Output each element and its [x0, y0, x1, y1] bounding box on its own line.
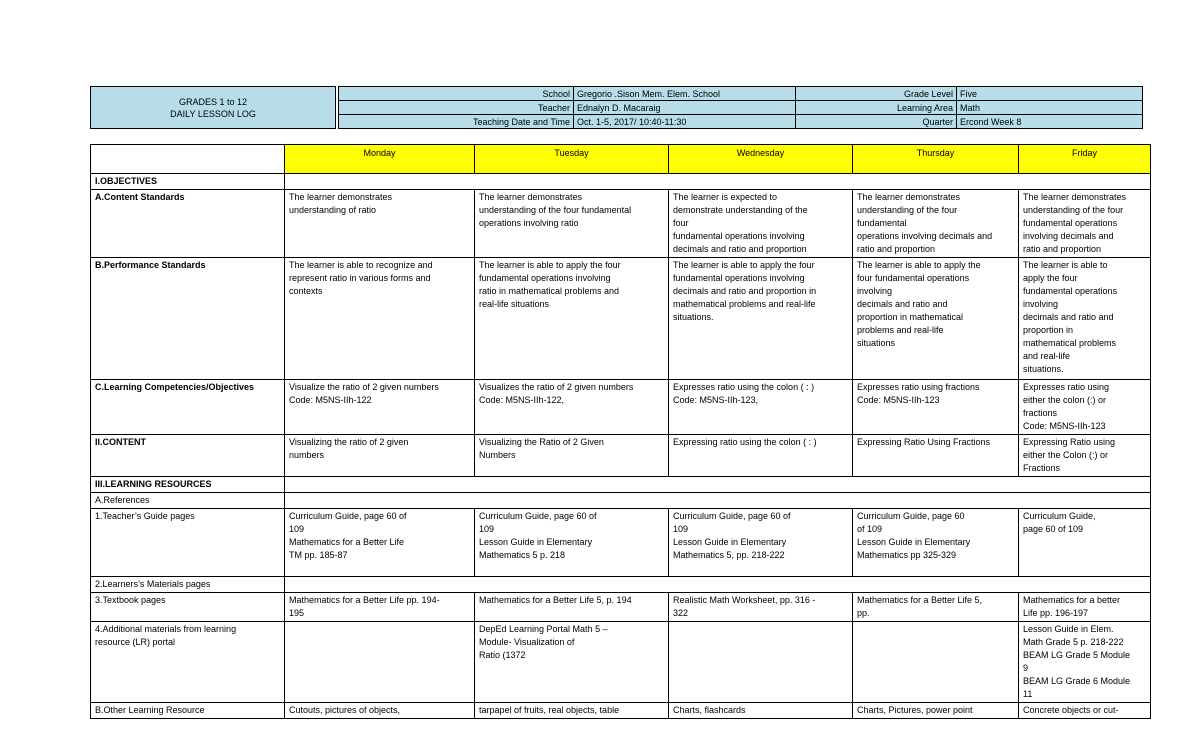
- other-resource-cell-tuesday: tarpapel of fruits, real objects, table: [475, 703, 669, 719]
- other-resource-cell-monday: Cutouts, pictures of objects,: [285, 703, 475, 719]
- learning-resources-label: III.LEARNING RESOURCES: [91, 477, 285, 493]
- competencies-cell-monday: Visualize the ratio of 2 given numbers Code: M5NS-IIh-122: [285, 380, 475, 435]
- day-friday: Friday: [1019, 145, 1151, 174]
- content-cell-thursday: Expressing Ratio Using Fractions: [853, 435, 1019, 477]
- dll-title-box: [90, 86, 336, 129]
- textbook-cell-friday: Mathematics for a better Life pp. 196-197: [1019, 593, 1151, 622]
- textbook-cell-thursday: Mathematics for a Better Life 5, pp.: [853, 593, 1019, 622]
- info-table: [338, 86, 1143, 129]
- competencies-cell-wednesday: Expresses ratio using the colon ( : ) Code: M5NS-IIh-123,: [669, 380, 853, 435]
- additional-label: 4.Additional materials from learning resource (LR) portal: [91, 622, 285, 703]
- textbook-row: [91, 593, 1151, 622]
- learning-resources-span: [285, 477, 1151, 493]
- school-value: Gregorio .Sison Mem. Elem. School: [574, 87, 796, 101]
- quarter-value: Ercond Week 8: [957, 115, 1143, 129]
- day-monday: Monday: [285, 145, 475, 174]
- teachers-guide-cell-monday: Curriculum Guide, page 60 of 109 Mathematics for a Better Life TM pp. 185-87: [285, 509, 475, 577]
- teachers-guide-cell-thursday: Curriculum Guide, page 60 of 109 Lesson Guide in Elementary Mathematics pp 325-329: [853, 509, 1019, 577]
- school-label: School: [339, 87, 574, 101]
- references-label: A.References: [91, 493, 285, 509]
- grade-label: Grade Level: [796, 87, 957, 101]
- other-resource-cell-wednesday: Charts, flashcards: [669, 703, 853, 719]
- content-standards-cell-thursday: The learner demonstrates understanding of the four fundamental operations involving decimals and ratio and proportion: [853, 190, 1019, 258]
- teacher-value: Ednalyn D. Macaraig: [574, 101, 796, 115]
- dll-title-line1: GRADES 1 to 12: [178, 96, 248, 107]
- content-standards-row: [91, 190, 1151, 258]
- competencies-row: [91, 380, 1151, 435]
- other-resource-label: B.Other Learning Resource: [91, 703, 285, 719]
- days-row: [91, 145, 1151, 174]
- textbook-cell-tuesday: Mathematics for a Better Life 5, p. 194: [475, 593, 669, 622]
- other-resource-cell-thursday: Charts, Pictures, power point: [853, 703, 1019, 719]
- competencies-label: C.Learning Competencies/Objectives: [91, 380, 285, 435]
- other-resource-cell-friday: Concrete objects or cut-: [1019, 703, 1151, 719]
- learners-materials-span: [285, 577, 1151, 593]
- performance-standards-row: [91, 258, 1151, 380]
- additional-cell-friday: Lesson Guide in Elem. Math Grade 5 p. 218-222 BEAM LG Grade 5 Module 9 BEAM LG Grade 6 Module 11: [1019, 622, 1151, 703]
- lesson-log-table: [90, 144, 1151, 719]
- performance-standards-cell-monday: The learner is able to recognize and represent ratio in various forms and contexts: [285, 258, 475, 380]
- content-label: II.CONTENT: [91, 435, 285, 477]
- date-label: Teaching Date and Time: [339, 115, 574, 129]
- additional-cell-thursday: [853, 622, 1019, 703]
- teachers-guide-cell-wednesday: Curriculum Guide, page 60 of 109 Lesson Guide in Elementary Mathematics 5, pp. 218-222: [669, 509, 853, 577]
- references-span: [285, 493, 1151, 509]
- area-label: Learning Area: [796, 101, 957, 115]
- objectives-span: [285, 174, 1151, 190]
- objectives-label: I.OBJECTIVES: [91, 174, 285, 190]
- teachers-guide-cell-tuesday: Curriculum Guide, page 60 of 109 Lesson Guide in Elementary Mathematics 5 p. 218: [475, 509, 669, 577]
- content-standards-cell-tuesday: The learner demonstrates understanding of the four fundamental operations involving ratio: [475, 190, 669, 258]
- competencies-cell-thursday: Expresses ratio using fractions Code: M5NS-IIh-123: [853, 380, 1019, 435]
- content-standards-label: A.Content Standards: [91, 190, 285, 258]
- content-standards-cell-monday: The learner demonstrates understanding of ratio: [285, 190, 475, 258]
- content-row: [91, 435, 1151, 477]
- day-tuesday: Tuesday: [475, 145, 669, 174]
- performance-standards-cell-thursday: The learner is able to apply the four fundamental operations involving decimals and ratio and proportion in mathematical problems and real-life situations: [853, 258, 1019, 380]
- teachers-guide-label: 1.Teacher’s Guide pages: [91, 509, 285, 577]
- textbook-label: 3.Textbook pages: [91, 593, 285, 622]
- day-thursday: Thursday: [853, 145, 1019, 174]
- performance-standards-cell-tuesday: The learner is able to apply the four fundamental operations involving ratio in mathematical problems and real-life situations: [475, 258, 669, 380]
- references-row: [91, 493, 1151, 509]
- objectives-row: [91, 174, 1151, 190]
- date-value: Oct. 1-5, 2017/ 10:40-11:30: [574, 115, 796, 129]
- quarter-label: Quarter: [796, 115, 957, 129]
- performance-standards-cell-friday: The learner is able to apply the four fundamental operations involving decimals and ratio and proportion in mathematical problems and real-life situations.: [1019, 258, 1151, 380]
- content-cell-friday: Expressing Ratio using either the Colon (:) or Fractions: [1019, 435, 1151, 477]
- additional-cell-tuesday: DepEd Learning Portal Math 5 – Module- Visualization of Ratio (1372: [475, 622, 669, 703]
- additional-row: [91, 622, 1151, 703]
- grade-value: Five: [957, 87, 1143, 101]
- learners-materials-row: [91, 577, 1151, 593]
- textbook-cell-wednesday: Realistic Math Worksheet, pp. 316 - 322: [669, 593, 853, 622]
- competencies-cell-friday: Expresses ratio using either the colon (:) or fractions Code: M5NS-IIh-123: [1019, 380, 1151, 435]
- learning-resources-row: [91, 477, 1151, 493]
- textbook-cell-monday: Mathematics for a Better Life pp. 194- 195: [285, 593, 475, 622]
- performance-standards-cell-wednesday: The learner is able to apply the four fundamental operations involving decimals and ratio and proportion in mathematical problems and real-life situations.: [669, 258, 853, 380]
- area-value: Math: [957, 101, 1143, 115]
- content-cell-monday: Visualizing the ratio of 2 given numbers: [285, 435, 475, 477]
- content-cell-wednesday: Expressing ratio using the colon ( : ): [669, 435, 853, 477]
- dll-title-line2: DAILY LESSON LOG: [170, 108, 256, 119]
- content-standards-cell-wednesday: The learner is expected to demonstrate understanding of the four fundamental operations involving decimals and ratio and proportion: [669, 190, 853, 258]
- day-wednesday: Wednesday: [669, 145, 853, 174]
- teacher-label: Teacher: [339, 101, 574, 115]
- additional-cell-wednesday: [669, 622, 853, 703]
- additional-cell-monday: [285, 622, 475, 703]
- corner-cell: [91, 145, 285, 174]
- performance-standards-label: B.Performance Standards: [91, 258, 285, 380]
- competencies-cell-tuesday: Visualizes the ratio of 2 given numbers Code: M5NS-IIh-122,: [475, 380, 669, 435]
- content-standards-cell-friday: The learner demonstrates understanding of the four fundamental operations involving decimals and ratio and proportion: [1019, 190, 1151, 258]
- teachers-guide-cell-friday: Curriculum Guide, page 60 of 109: [1019, 509, 1151, 577]
- other-resource-row: [91, 703, 1151, 719]
- teachers-guide-row: [91, 509, 1151, 577]
- content-cell-tuesday: Visualizing the Ratio of 2 Given Numbers: [475, 435, 669, 477]
- learners-materials-label: 2.Learners’s Materials pages: [91, 577, 285, 593]
